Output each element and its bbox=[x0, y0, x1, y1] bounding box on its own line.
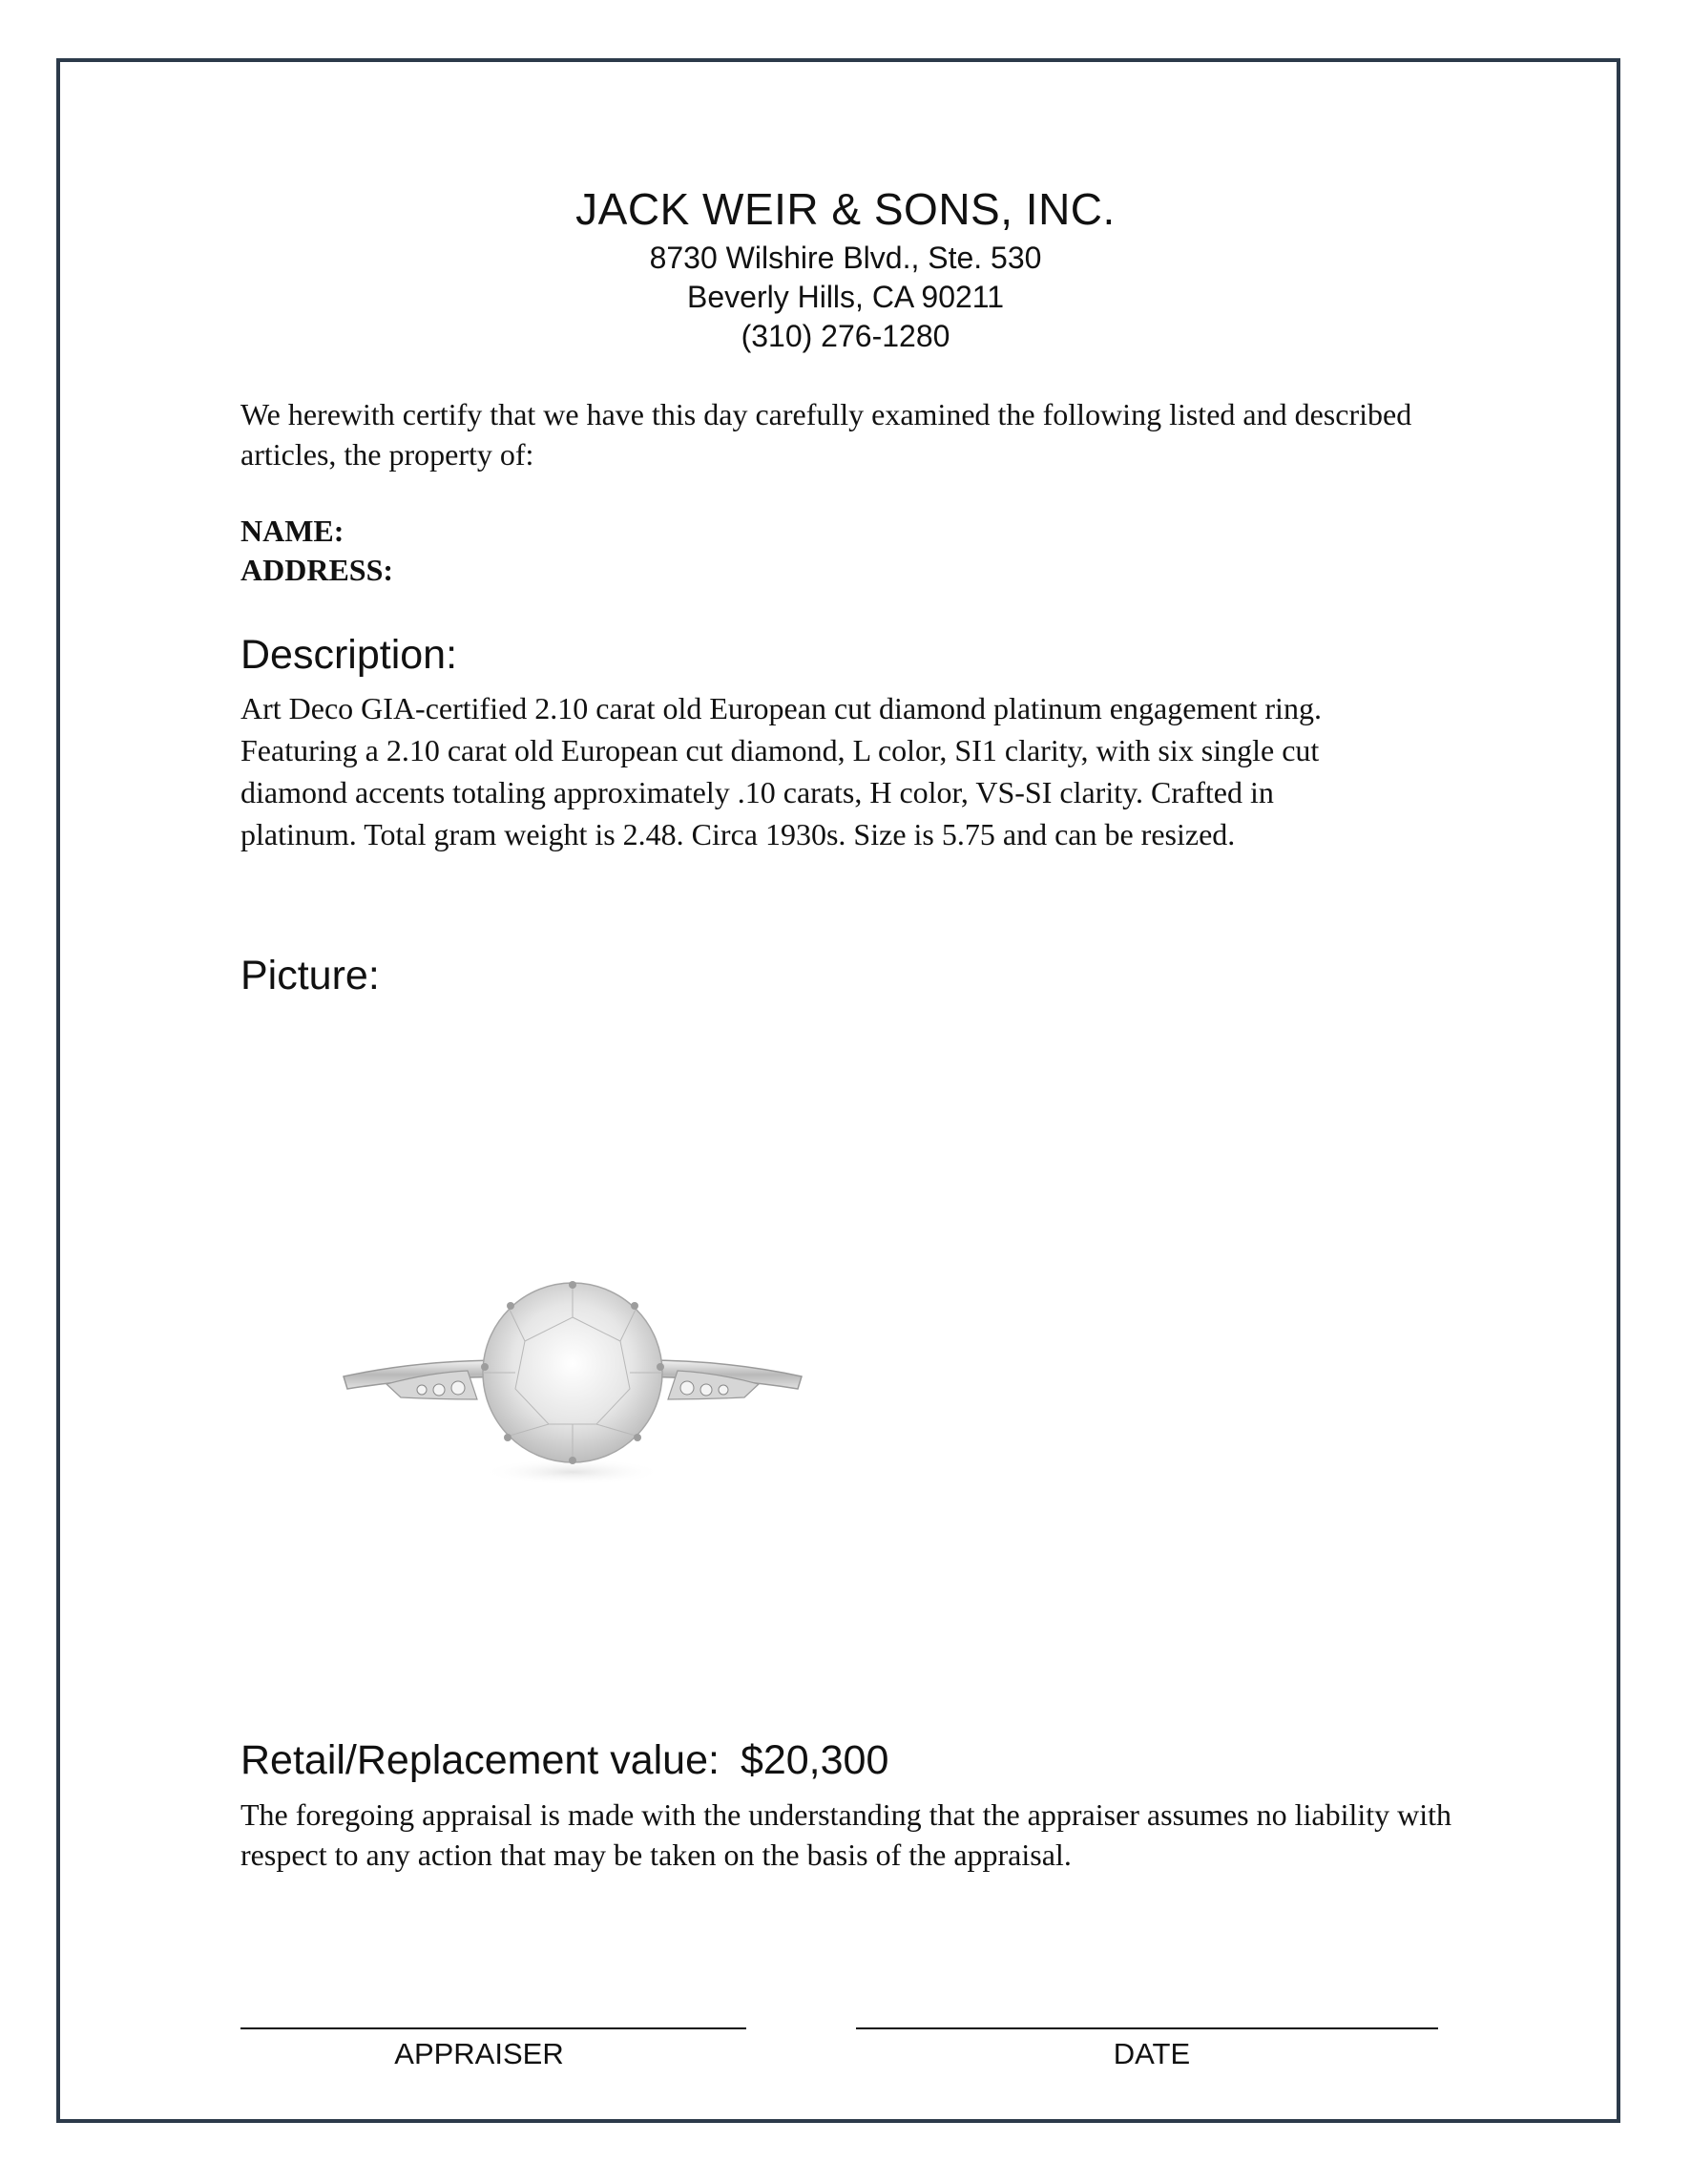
company-city-address: Beverly Hills, CA 90211 bbox=[687, 280, 1004, 314]
company-name: JACK WEIR & SONS, INC. bbox=[575, 184, 1116, 234]
company-phone: (310) 276-1280 bbox=[741, 319, 950, 353]
valuation-amount: $20,300 bbox=[740, 1737, 889, 1783]
company-street-address: 8730 Wilshire Blvd., Ste. 530 bbox=[649, 241, 1042, 275]
appraisal-disclaimer: The foregoing appraisal is made with the understanding that the appraiser assumes no liability with respect to any action that may be taken on the basis of the appraisal. bbox=[240, 1797, 1452, 1872]
date-label: DATE bbox=[1113, 2037, 1191, 2070]
picture-heading: Picture: bbox=[240, 953, 380, 998]
owner-address-label: ADDRESS: bbox=[240, 553, 394, 587]
valuation-row bbox=[240, 1737, 888, 1784]
certification-statement: We herewith certify that we have this day carefully examined the following listed and described articles, the property of: bbox=[240, 397, 1412, 472]
appraiser-label: APPRAISER bbox=[394, 2037, 564, 2070]
ring-photo bbox=[334, 1260, 811, 1518]
appraiser-signature-line bbox=[240, 2027, 746, 2029]
date-signature-line bbox=[856, 2027, 1438, 2029]
description-heading: Description: bbox=[240, 632, 458, 678]
description-text: Art Deco GIA-certified 2.10 carat old European cut diamond platinum engagement ring. Featuring a 2.10 carat old European cut diamond, L color, SI1 clarity, with six single cut diamond accents totaling approximately .10 carats, H color, VS-SI clarity. Crafted in platinum. Total gram weight is 2.48. Circa 1930s. Size is 5.75 and can be resized. bbox=[240, 691, 1322, 851]
owner-name-label: NAME: bbox=[240, 514, 344, 548]
valuation-label: Retail/Replacement value: bbox=[240, 1737, 720, 1783]
